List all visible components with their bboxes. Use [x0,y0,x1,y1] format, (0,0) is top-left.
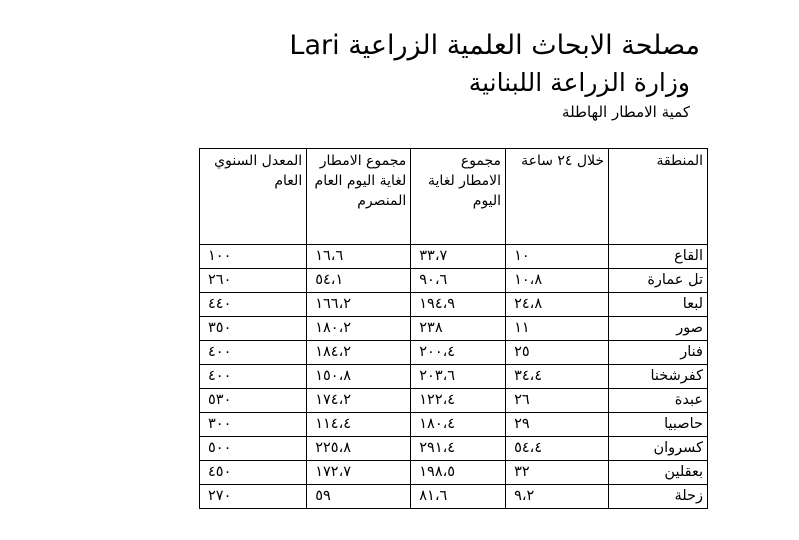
cell-region: لبعا [609,293,708,317]
cell-annual-average: ٤٠٠ [200,365,307,389]
cell-24h: ٣٤،٤ [506,365,609,389]
header-total-last-year: مجموع الامطار لغاية اليوم العام المنصرم [307,149,411,245]
cell-24h: ١٠،٨ [506,269,609,293]
table-row [200,317,708,341]
cell-region: تل عمارة [609,269,708,293]
cell-total-to-date: ١٨٠،٤ [411,413,506,437]
cell-annual-average: ١٠٠ [200,245,307,269]
cell-region: القاع [609,245,708,269]
table-row [200,365,708,389]
cell-total-to-date: ٩٠،٦ [411,269,506,293]
cell-annual-average: ٤٠٠ [200,341,307,365]
cell-total-to-date: ٨١،٦ [411,485,506,509]
cell-24h: ٩،٢ [506,485,609,509]
cell-total-last-year: ١٧٤،٢ [307,389,411,413]
table-row [200,389,708,413]
cell-region: بعقلين [609,461,708,485]
cell-region: حاصبيا [609,413,708,437]
ministry-title: وزارة الزراعة اللبنانية [468,68,690,97]
cell-24h: ١١ [506,317,609,341]
cell-total-last-year: ٥٤،١ [307,269,411,293]
cell-annual-average: ٢٧٠ [200,485,307,509]
table-row [200,413,708,437]
cell-region: فنار [609,341,708,365]
cell-region: عبدة [609,389,708,413]
cell-annual-average: ٤٤٠ [200,293,307,317]
cell-total-last-year: ٢٢٥،٨ [307,437,411,461]
table-row [200,341,708,365]
cell-region: كسروان [609,437,708,461]
table-row [200,437,708,461]
cell-annual-average: ٣٥٠ [200,317,307,341]
table-row [200,461,708,485]
cell-total-last-year: ١٨٠،٢ [307,317,411,341]
document-title: مصلحة الابحاث العلمية الزراعية Lari [289,30,700,61]
table-body [200,245,708,509]
cell-region: صور [609,317,708,341]
cell-total-to-date: ١٩٤،٩ [411,293,506,317]
cell-region: كفرشخنا [609,365,708,389]
document-subtitle: كمية الامطار الهاطلة [562,103,690,121]
table-row [200,485,708,509]
header-region: المنطقة [609,149,708,245]
cropped-next-line [120,532,680,540]
cell-annual-average: ٣٠٠ [200,413,307,437]
cell-total-last-year: ١١٤،٤ [307,413,411,437]
table-header-row [200,149,708,245]
cell-total-last-year: ١٦،٦ [307,245,411,269]
cell-total-last-year: ٥٩ [307,485,411,509]
cell-total-to-date: ٢٠٠،٤ [411,341,506,365]
cell-total-to-date: ٢٣٨ [411,317,506,341]
table-row [200,269,708,293]
header-annual-average: المعدل السنوي العام [200,149,307,245]
cell-annual-average: ٢٦٠ [200,269,307,293]
cell-total-to-date: ١٩٨،٥ [411,461,506,485]
cell-24h: ٢٩ [506,413,609,437]
cell-total-last-year: ١٥٠،٨ [307,365,411,389]
cell-24h: ٢٦ [506,389,609,413]
cell-total-last-year: ١٦٦،٢ [307,293,411,317]
cell-total-to-date: ١٢٢،٤ [411,389,506,413]
cell-annual-average: ٥٣٠ [200,389,307,413]
table-row [200,245,708,269]
cell-total-to-date: ٢٩١،٤ [411,437,506,461]
cell-24h: ٢٥ [506,341,609,365]
cell-24h: ١٠ [506,245,609,269]
cell-24h: ٣٢ [506,461,609,485]
table-row [200,293,708,317]
cell-annual-average: ٤٥٠ [200,461,307,485]
cell-total-to-date: ٣٣،٧ [411,245,506,269]
rainfall-table [199,148,708,509]
header-total-to-date: مجموع الامطار لغاية اليوم [411,149,506,245]
header-24h: خلال ٢٤ ساعة [506,149,609,245]
cell-total-last-year: ١٧٢،٧ [307,461,411,485]
cell-total-to-date: ٢٠٣،٦ [411,365,506,389]
cell-total-last-year: ١٨٤،٢ [307,341,411,365]
cell-annual-average: ٥٠٠ [200,437,307,461]
cell-24h: ٥٤،٤ [506,437,609,461]
cell-region: زحلة [609,485,708,509]
cell-24h: ٢٤،٨ [506,293,609,317]
